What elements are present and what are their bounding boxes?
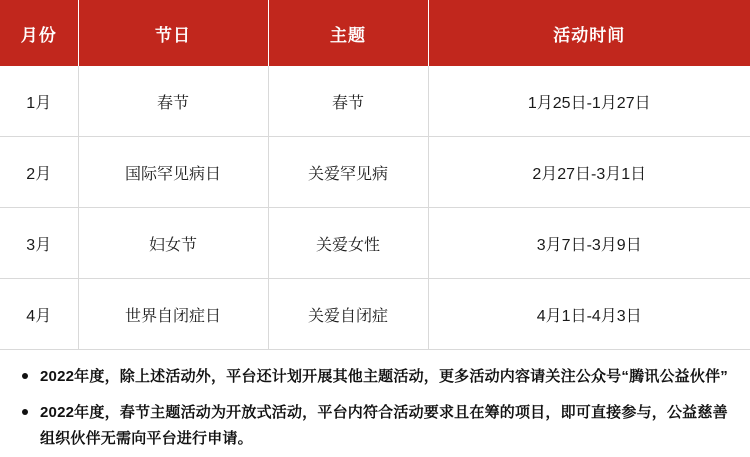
cell-activity-time: 2月27日-3月1日 — [428, 137, 750, 208]
cell-theme: 春节 — [268, 66, 428, 137]
note-text: 2022年度，除上述活动外，平台还计划开展其他主题活动，更多活动内容请关注公众号“腾讯公益伙伴” — [40, 368, 728, 385]
list-item — [18, 364, 734, 390]
column-header-month: 月份 — [0, 0, 78, 66]
cell-activity-time: 1月25日-1月27日 — [428, 66, 750, 137]
list-item — [18, 400, 734, 452]
cell-theme: 关爱罕见病 — [268, 137, 428, 208]
column-header-activity-time: 活动时间 — [428, 0, 750, 66]
cell-festival: 国际罕见病日 — [78, 137, 268, 208]
table-body — [0, 66, 750, 350]
table-header-row — [0, 0, 750, 66]
cell-festival: 世界自闭症日 — [78, 279, 268, 350]
cell-month: 4月 — [0, 279, 78, 350]
table-header — [0, 0, 750, 66]
note-text: 2022年度，春节主题活动为开放式活动，平台内符合活动要求且在筹的项目，即可直接参与，公益慈善组织伙伴无需向平台进行申请。 — [40, 404, 728, 447]
cell-month: 1月 — [0, 66, 78, 137]
notes-list — [0, 350, 750, 452]
cell-activity-time: 3月7日-3月9日 — [428, 208, 750, 279]
table-row — [0, 137, 750, 208]
cell-festival: 春节 — [78, 66, 268, 137]
cell-theme: 关爱女性 — [268, 208, 428, 279]
bullet-icon — [22, 373, 28, 379]
cell-festival: 妇女节 — [78, 208, 268, 279]
table-row — [0, 208, 750, 279]
cell-month: 2月 — [0, 137, 78, 208]
table-row — [0, 279, 750, 350]
bullet-icon — [22, 409, 28, 415]
cell-month: 3月 — [0, 208, 78, 279]
column-header-festival: 节日 — [78, 0, 268, 66]
table-row — [0, 66, 750, 137]
column-header-theme: 主题 — [268, 0, 428, 66]
cell-theme: 关爱自闭症 — [268, 279, 428, 350]
cell-activity-time: 4月1日-4月3日 — [428, 279, 750, 350]
